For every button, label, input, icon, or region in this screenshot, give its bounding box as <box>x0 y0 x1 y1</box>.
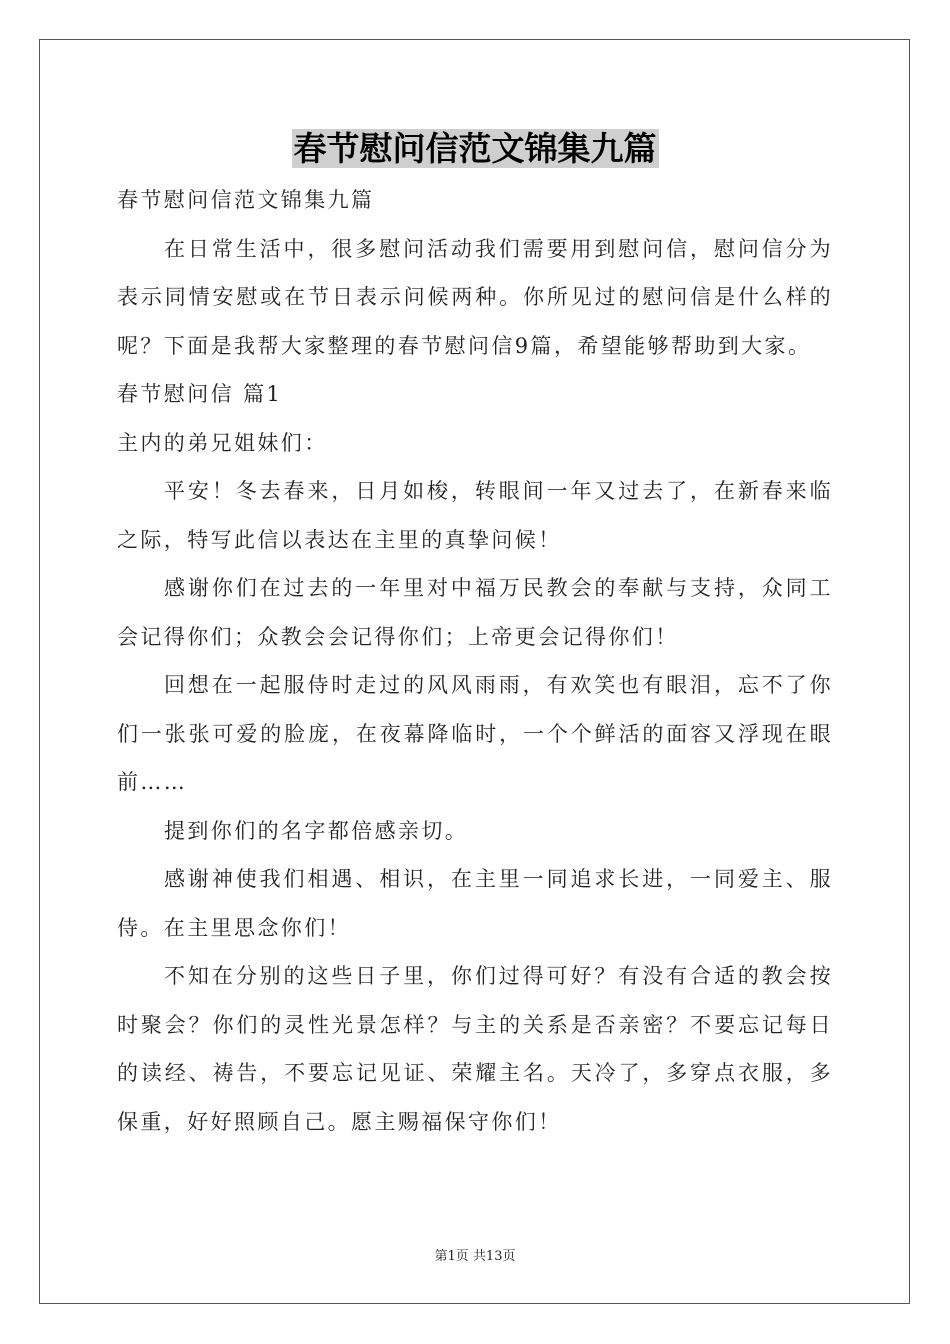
page-footer: 第1页 共13页 <box>434 1249 516 1264</box>
paragraph: 感谢神使我们相遇、相识，在主里一同追求长进，一同爱主、服侍。在主里思念你们！ <box>117 867 833 940</box>
paragraph: 主内的弟兄姐妹们： <box>117 430 328 455</box>
document-title-text: 春节慰问信范文锦集九篇 <box>293 129 657 168</box>
paragraph: 回想在一起服侍时走过的风风雨雨，有欢笑也有眼泪，忘不了你们一张张可爱的脸庞，在夜幕降临时，一个个鲜活的面容又浮现在眼前…… <box>117 673 833 794</box>
paragraph: 在日常生活中，很多慰问活动我们需要用到慰问信，慰问信分为表示同情安慰或在节日表示问候两种。你所见过的慰问信是什么样的呢？下面是我帮大家整理的春节慰问信9篇，希望能够帮助到大家。 <box>117 236 833 358</box>
paragraph: 不知在分别的这些日子里，你们过得可好？有没有合适的教会按时聚会？你们的灵性光景怎样？与主的关系是否亲密？不要忘记每日的读经、祷告，不要忘记见证、荣耀主名。天冷了，多穿点衣服，多保重，好好照顾自己。愿主赐福保守你们！ <box>117 964 833 1134</box>
document-title <box>0 124 950 174</box>
paragraph: 感谢你们在过去的一年里对中福万民教会的奉献与支持，众同工会记得你们；众教会会记得你们；上帝更会记得你们！ <box>117 576 833 649</box>
paragraph: 提到你们的名字都倍感亲切。 <box>164 818 469 843</box>
document-body <box>117 176 833 1146</box>
paragraph: 春节慰问信 篇1 <box>117 382 283 406</box>
paragraph: 春节慰问信范文锦集九篇 <box>117 188 375 212</box>
paragraph: 平安！冬去春来，日月如梭，转眼间一年又过去了，在新春来临之际，特写此信以表达在主里的真挚问候！ <box>117 479 833 552</box>
